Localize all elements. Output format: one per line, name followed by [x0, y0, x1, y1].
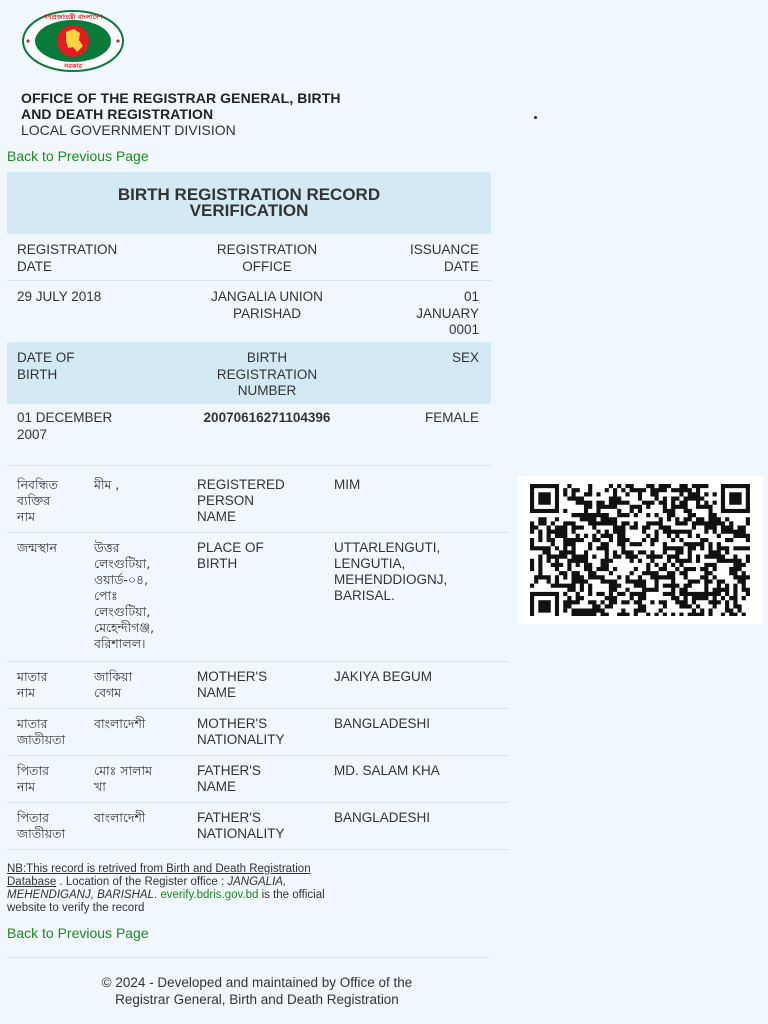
sex-value: FEMALE — [424, 410, 479, 425]
detail-en-label: MOTHER'S NAME — [197, 669, 268, 700]
detail-en-label: FATHER'S NAME — [197, 763, 261, 794]
detail-bn-value: উত্তর লেংগুটিয়া, ওয়ার্ড-০৪, পোঃ লেংগুটিয়া, মেহেন্দীগঞ্জ, বরিশালল। — [94, 540, 155, 651]
detail-en-label: MOTHER'S NATIONALITY — [197, 716, 285, 747]
back-to-previous-link[interactable]: Back to Previous Page — [7, 148, 149, 164]
detail-row — [7, 709, 509, 756]
birth-registration-number-value: 20070616271104396 — [203, 410, 331, 425]
detail-row — [7, 533, 509, 662]
issuance-date-value: 01 JANUARY 0001 — [416, 289, 479, 337]
svg-text:সরকার: সরকার — [64, 62, 82, 70]
detail-row — [7, 662, 509, 709]
detail-en-value: JAKIYA BEGUM — [334, 669, 433, 684]
record-title — [7, 172, 491, 233]
detail-bn-label: মাতার নাম — [17, 669, 48, 700]
decorative-dot — [534, 116, 537, 119]
value-row-1 — [7, 280, 491, 342]
detail-row — [7, 756, 509, 803]
header-registration-date: REGISTRATION DATE — [17, 242, 118, 274]
record-title-line1: BIRTH REGISTRATION RECORD — [117, 184, 381, 204]
value-row-2 — [7, 404, 491, 466]
detail-bn-value: জাকিয়া বেগম — [94, 669, 133, 700]
svg-text:গণপ্রজাতন্ত্রী বাংলাদেশ: গণপ্রজাতন্ত্রী বাংলাদেশ — [43, 13, 103, 21]
qr-code-icon — [530, 484, 752, 616]
detail-bn-label: পিতার জাতীয়তা — [17, 810, 66, 841]
personal-details-table — [7, 470, 509, 850]
detail-en-value: UTTARLENGUTI, LENGUTIA, MEHENDDIOGNJ, BARISAL. — [334, 540, 448, 603]
footer-line2: Registrar General, Birth and Death Registration — [115, 992, 399, 1007]
footer — [7, 974, 507, 1008]
detail-row — [7, 470, 509, 533]
detail-en-value: MD. SALAM KHA — [334, 763, 440, 778]
detail-bn-value: মোঃ সালাম খা — [94, 763, 153, 794]
footer-line1: © 2024 - Developed and maintained by Office of the — [101, 975, 413, 990]
office-header — [21, 90, 461, 138]
government-seal-logo — [22, 10, 124, 72]
header-registration-office: REGISTRATION OFFICE — [216, 242, 318, 274]
birth-record-table — [7, 172, 491, 466]
verify-website-link[interactable]: everify.bdris.gov.bd — [160, 889, 259, 901]
header-issuance-date: ISSUANCE DATE — [409, 242, 479, 274]
detail-en-label: PLACE OF BIRTH — [197, 540, 264, 571]
header-row-2 — [7, 342, 491, 404]
detail-bn-value: বাংলাদেশী — [94, 716, 146, 731]
footer-divider — [7, 957, 490, 958]
detail-en-label: FATHER'S NATIONALITY — [197, 810, 285, 841]
division-name: LOCAL GOVERNMENT DIVISION — [21, 122, 236, 138]
registration-date-value: 29 JULY 2018 — [17, 289, 102, 304]
office-title-line2: AND DEATH REGISTRATION — [21, 106, 214, 122]
header-row-1 — [7, 233, 491, 280]
office-title-line1: OFFICE OF THE REGISTRAR GENERAL, BIRTH — [21, 90, 341, 106]
detail-bn-label: মাতার জাতীয়তা — [17, 716, 66, 747]
detail-bn-value: বাংলাদেশী — [94, 810, 146, 825]
detail-en-value: BANGLADESHI — [334, 716, 431, 731]
detail-row — [7, 803, 509, 850]
qr-code — [518, 476, 763, 624]
registration-office-value: JANGALIA UNION PARISHAD — [211, 289, 323, 321]
back-to-previous-link-bottom[interactable]: Back to Previous Page — [7, 925, 149, 941]
detail-en-label: REGISTERED PERSON NAME — [197, 477, 285, 524]
header-birth-registration-number: BIRTH REGISTRATION NUMBER — [216, 350, 318, 398]
header-date-of-birth: DATE OF BIRTH — [17, 350, 75, 382]
date-of-birth-value: 01 DECEMBER 2007 — [17, 410, 113, 442]
detail-bn-label: জন্মস্থান — [17, 540, 58, 555]
detail-bn-label: পিতার নাম — [17, 763, 49, 794]
detail-en-value: BANGLADESHI — [334, 810, 431, 825]
record-title-line2: VERIFICATION — [189, 200, 309, 220]
database-note: NB:This record is retrived from Birth and Death Registration Database . Location of the Register office : JANGALIA, MEHENDIGANJ, BARISHAL. everify.bdris.gov.bd is the official website to verify the record — [7, 863, 325, 914]
detail-en-value: MIM — [334, 477, 361, 492]
header-sex: SEX — [451, 350, 479, 365]
detail-bn-label: নিবন্ধিত ব্যক্তির নাম — [17, 477, 58, 524]
detail-bn-value: মীম , — [94, 477, 120, 492]
